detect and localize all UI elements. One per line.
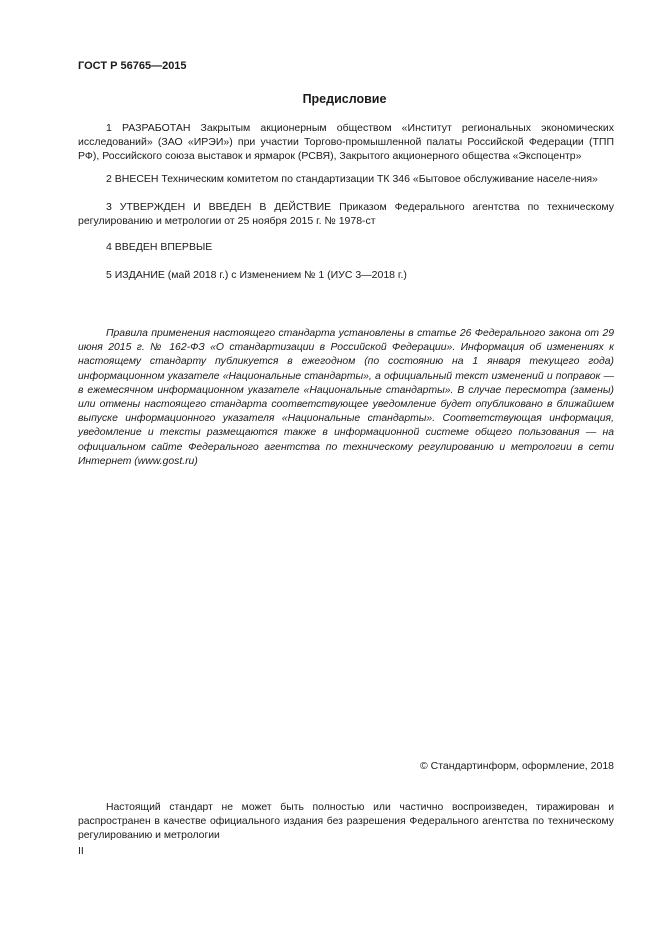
document-header-id: ГОСТ Р 56765—2015: [78, 60, 187, 72]
application-rules-note: Правила применения настоящего стандарта установлены в статье 26 Федерального закона от 29 июня 2015 г. № 162-ФЗ «О стандартизации в Российской Федерации». Информация об изменениях к настоящему стандарту публикуется в ежегодном (по состоянию на 1 января текущего года) информационном указателе «Национальные стандарты», а официальный текст изменений и поправок — в ежемесячном информационном указателе «Национальные стандарты». В случае пересмотра (замены) или отмены настоящего стандарта соответствующее уведомление будет опубликовано в ближайшем выпуске информационного указателя «Национальные стандарты». Соответствующая информация, уведомление и тексты размещаются также в информационной системе общего пользования — на официальном сайте Федерального агентства по техническому регулированию и метрологии в сети Интернет (www.gost.ru): [78, 328, 614, 467]
copyright-line: © Стандартинформ, оформление, 2018: [419, 760, 614, 772]
foreword-item-1: 1 РАЗРАБОТАН Закрытым акционерным обществом «Институт региональных экономических исследований» (ЗАО «ИРЭИ») при участии Торгово-промышленной палаты Российской Федерации (ТПП РФ), Российского союза выставок и ярмарок (РСВЯ), Закрытого акционерного общества «Экспоцентр»: [78, 122, 614, 162]
reproduction-notice: Настоящий стандарт не может быть полностью или частично воспроизведен, тиражирован и распространен в качестве официального издания без разрешения Федерального агентства по техническому регулированию и метрологии: [78, 802, 614, 841]
foreword-item-4: 4 ВВЕДЕН ВПЕРВЫЕ: [106, 241, 213, 253]
foreword-item-3: 3 УТВЕРЖДЕН И ВВЕДЕН В ДЕЙСТВИЕ Приказом Федерального агентства по техническому регулированию и метрологии от 25 ноября 2015 г. № 1978-ст: [78, 201, 614, 227]
page-number: II: [78, 845, 84, 857]
foreword-item-5: 5 ИЗДАНИЕ (май 2018 г.) с Изменением № 1 (ИУС 3—2018 г.): [106, 269, 407, 281]
section-title: Предисловие: [302, 92, 387, 106]
foreword-item-2: 2 ВНЕСЕН Техническим комитетом по стандартизации ТК 346 «Бытовое обслуживание населе-ния»: [106, 173, 598, 185]
